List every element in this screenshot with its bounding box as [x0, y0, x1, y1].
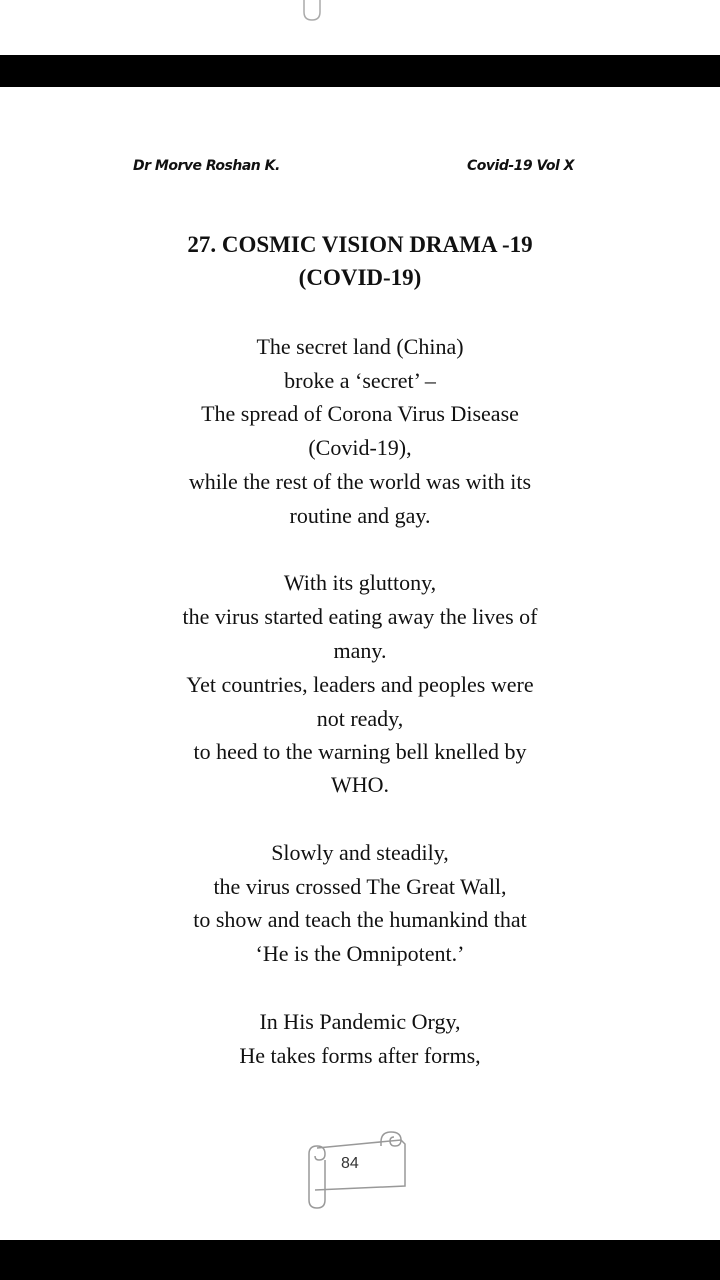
- poem-line: The spread of Corona Virus Disease: [201, 401, 519, 426]
- poem-line: to heed to the warning bell knelled by: [193, 739, 527, 764]
- poem-line: while the rest of the world was with its: [188, 469, 532, 494]
- poem-subtitle: (COVID-19): [298, 265, 422, 290]
- previous-page-scroll-ornament: [296, 0, 406, 22]
- page-number: 84: [341, 1155, 359, 1172]
- poem-line: routine and gay.: [289, 503, 431, 528]
- top-black-bar: [0, 55, 720, 87]
- author-header: Dr Morve Roshan K.: [133, 158, 280, 174]
- poem-line: (Covid-19),: [308, 435, 412, 460]
- poem-line: the virus crossed The Great Wall,: [213, 874, 507, 899]
- volume-header: Covid-19 Vol X: [467, 158, 574, 174]
- poem-title: 27. COSMIC VISION DRAMA -19: [187, 232, 533, 257]
- poem-line: ‘He is the Omnipotent.’: [255, 941, 465, 966]
- bottom-black-bar: [0, 1240, 720, 1280]
- poem-line: With its gluttony,: [283, 570, 437, 595]
- poem-line: The secret land (China): [256, 334, 464, 359]
- poem-line: many.: [333, 638, 387, 663]
- page-number-scroll: [295, 1124, 413, 1214]
- poem-line: He takes forms after forms,: [239, 1043, 481, 1068]
- poem-line: In His Pandemic Orgy,: [259, 1009, 461, 1034]
- poem-line: not ready,: [316, 706, 404, 731]
- poem-line: WHO.: [330, 772, 390, 797]
- poem-line: broke a ‘secret’ –: [284, 368, 436, 393]
- poem-line: the virus started eating away the lives of: [182, 604, 538, 629]
- poem-line: Yet countries, leaders and peoples were: [186, 672, 534, 697]
- poem-line: to show and teach the humankind that: [193, 907, 527, 932]
- poem-line: Slowly and steadily,: [271, 840, 449, 865]
